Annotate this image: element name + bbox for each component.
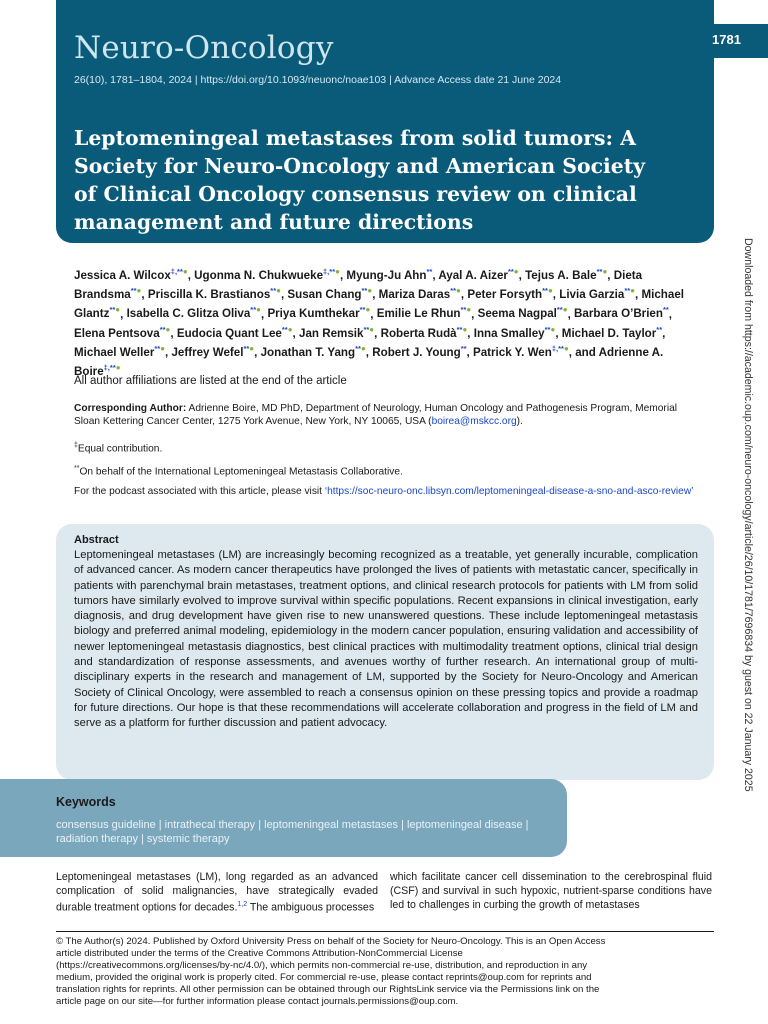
author-affiliation-mark[interactable]: ** xyxy=(250,305,257,315)
collaborative-note: **On behalf of the International Leptomeningeal Metastasis Collaborative. xyxy=(74,465,403,478)
author-separator: , xyxy=(370,307,377,321)
author xyxy=(148,288,281,301)
author-affiliation-mark[interactable]: ** xyxy=(130,286,137,296)
orcid-icon[interactable]: ● xyxy=(182,267,188,276)
author-name: Mariza Daras xyxy=(378,288,451,302)
orcid-icon[interactable]: ● xyxy=(562,305,568,315)
podcast-text: For the podcast associated with this article, please visit xyxy=(74,486,325,497)
author xyxy=(379,288,461,301)
orcid-icon[interactable]: ● xyxy=(360,344,366,354)
author-separator: , xyxy=(374,326,381,340)
author-affiliation-mark[interactable]: ‡,** xyxy=(551,344,564,354)
author-separator: , xyxy=(635,288,642,302)
author-name: Isabella C. Glitza Oliva xyxy=(126,307,251,321)
orcid-icon[interactable]: ● xyxy=(563,344,569,354)
author-separator: , xyxy=(170,326,177,340)
author-affiliation-mark[interactable]: ** xyxy=(109,305,116,315)
author-name: Ugonma N. Chukwueke xyxy=(194,268,324,282)
author-name: Priscilla K. Brastianos xyxy=(147,288,271,302)
corresponding-email-link[interactable]: boirea@mskcc.org xyxy=(431,416,517,428)
equal-contribution-note: ‡Equal contribution. xyxy=(74,442,163,455)
author-name: Emilie Le Rhun xyxy=(376,307,461,321)
author-affiliation-mark[interactable]: ** xyxy=(542,286,548,296)
author-separator: , xyxy=(662,326,666,340)
author xyxy=(74,324,171,340)
author xyxy=(574,307,669,320)
author-separator: , xyxy=(552,288,560,302)
author-name: Jonathan T. Yang xyxy=(260,345,356,359)
author-separator: , xyxy=(518,268,526,282)
orcid-icon[interactable]: ● xyxy=(335,267,340,276)
orcid-icon[interactable]: ● xyxy=(367,286,373,296)
abstract-heading: Abstract xyxy=(74,534,119,546)
author-name: Michael D. Taylor xyxy=(561,326,657,340)
keywords-heading: Keywords xyxy=(56,795,116,809)
author xyxy=(559,288,635,301)
corresponding-close: ). xyxy=(516,416,523,428)
author-separator: , xyxy=(165,345,172,359)
author-name: Jessica A. Wilcox xyxy=(74,268,171,282)
citation-line: 26(10), 1781–1804, 2024 | https://doi.org/10.1093/neuonc/noae103 | Advance Access date 21 June 2024 xyxy=(74,74,562,86)
author-affiliation-mark[interactable]: ** xyxy=(544,324,551,334)
author-separator: , xyxy=(120,307,127,321)
corresponding-author xyxy=(74,402,694,429)
orcid-icon[interactable]: ● xyxy=(630,286,636,296)
author xyxy=(287,288,372,301)
podcast-note xyxy=(74,485,694,498)
author-name: Michael Glantz xyxy=(74,288,684,321)
author xyxy=(267,307,370,320)
author-separator: , xyxy=(607,268,614,282)
author-affiliation-mark[interactable]: ** xyxy=(159,324,166,334)
author-name: Peter Forsyth xyxy=(467,288,543,302)
author-separator: , xyxy=(141,288,148,302)
author-separator: , and xyxy=(568,345,599,359)
author-separator: , xyxy=(280,288,288,302)
author-separator: , xyxy=(260,307,268,321)
author-separator: , xyxy=(187,268,195,282)
author xyxy=(561,324,663,340)
author xyxy=(380,324,468,340)
author-separator: , xyxy=(365,345,373,359)
author xyxy=(438,269,518,282)
author-separator: , xyxy=(567,307,575,321)
author xyxy=(74,346,165,359)
author-name: Eudocia Quant Lee xyxy=(176,326,282,340)
orcid-icon[interactable]: ● xyxy=(115,305,121,315)
author-affiliation-mark[interactable]: ** xyxy=(662,305,669,315)
body-column-right: which facilitate cancer cell dissemination to the cerebrospinal fluid (CSF) and survival in such hypoxic, nutrient-sparse conditions have led to challenges in curbing the growth of metastases xyxy=(390,871,712,912)
author xyxy=(467,288,552,301)
author-affiliation-mark[interactable]: ** xyxy=(361,286,368,296)
page-number: 1781 xyxy=(712,32,741,47)
author xyxy=(127,307,261,320)
author-separator: , xyxy=(471,307,478,321)
author-name: Adrienne A. Boire xyxy=(74,345,664,379)
author xyxy=(478,307,568,320)
affiliations-note: All author affiliations are listed at the end of the article xyxy=(74,375,347,387)
orcid-icon[interactable]: ● xyxy=(547,286,553,296)
author-name: Roberta Rudà xyxy=(380,326,457,340)
orcid-icon[interactable]: ● xyxy=(365,305,371,315)
author-affiliation-mark[interactable]: ** xyxy=(556,305,563,315)
author-affiliation-mark[interactable]: ** xyxy=(624,286,631,296)
orcid-icon[interactable]: ● xyxy=(249,344,255,354)
orcid-icon[interactable]: ● xyxy=(513,267,519,276)
author-affiliation-mark[interactable]: ** xyxy=(460,344,467,354)
author-affiliation-mark[interactable]: ** xyxy=(450,286,457,296)
author-separator: , xyxy=(460,288,468,302)
author-affiliation-mark[interactable]: ** xyxy=(596,267,603,276)
author-name: Barbara O’Brien xyxy=(574,307,663,321)
download-watermark: Downloaded from https://academic.oup.com/neuro-oncology/article/26/10/1781/7696834 by guest on 22 January 2025 xyxy=(742,238,754,792)
footer-divider xyxy=(56,931,714,932)
author xyxy=(377,307,471,320)
author-affiliation-mark[interactable]: ** xyxy=(456,324,463,334)
body-column-left: Leptomeningeal metastases (LM), long regarded as an advanced complication of solid malignancies, have strategically evaded durable treatment options for decades.$^{1,2}$ The ambiguous processes xyxy=(56,871,378,914)
author xyxy=(74,269,188,282)
orcid-icon[interactable]: ● xyxy=(287,324,293,334)
author-name: Susan Chang xyxy=(287,288,362,302)
author-affiliation-mark[interactable]: ** xyxy=(656,324,663,334)
author xyxy=(299,324,375,340)
author-name: Jeffrey Wefel xyxy=(171,345,244,359)
author xyxy=(473,346,569,359)
author xyxy=(372,346,466,359)
author-separator: , xyxy=(372,288,379,302)
author-separator: , xyxy=(467,326,474,340)
author xyxy=(473,324,556,340)
author-name: Elena Pentsova xyxy=(74,326,160,340)
author-separator: , xyxy=(292,326,299,340)
author-name: Jan Remsik xyxy=(299,326,364,340)
orcid-icon[interactable]: ● xyxy=(256,305,261,315)
author xyxy=(525,269,607,282)
corresponding-label: Corresponding Author: xyxy=(74,403,187,414)
author-affiliation-mark[interactable]: ‡,** xyxy=(323,267,336,276)
orcid-icon[interactable]: ● xyxy=(466,305,472,315)
orcid-icon[interactable]: ● xyxy=(165,324,171,334)
orcid-icon[interactable]: ● xyxy=(369,324,375,334)
author-name: Tejus A. Bale xyxy=(525,268,597,282)
author xyxy=(171,346,254,359)
author-affiliation-mark[interactable]: ** xyxy=(460,305,467,315)
orcid-icon[interactable]: ● xyxy=(602,267,608,276)
orcid-icon[interactable]: ● xyxy=(276,286,281,296)
author-affiliation-mark[interactable]: ** xyxy=(154,344,161,354)
reference-link[interactable]: 1,2 xyxy=(237,901,248,909)
keywords-list: consensus guideline | intrathecal therapy | leptomeningeal metastases | leptomeningeal disease | radiation therapy | systemic therapy xyxy=(56,819,529,845)
author-name: Ayal A. Aizer xyxy=(438,268,508,282)
orcid-icon[interactable]: ● xyxy=(115,363,121,373)
author-affiliation-mark[interactable]: ** xyxy=(426,267,433,276)
orcid-icon[interactable]: ● xyxy=(456,286,461,296)
author-name: Myung-Ju Ahn xyxy=(346,268,427,282)
author-affiliation-mark[interactable]: ‡,** xyxy=(170,267,183,276)
author-separator: , xyxy=(339,268,347,282)
author-separator: , xyxy=(432,268,439,282)
article-title: Leptomeningeal metastases from solid tumors: A Society for Neuro-Oncology and American Society of Clinical Oncology consensus review on clinical management and future directions xyxy=(74,126,645,234)
author-affiliation-mark[interactable]: ‡,** xyxy=(103,363,116,373)
license-statement: © The Author(s) 2024. Published by Oxford University Press on behalf of the Society for Neuro-Oncology. This is an Open Access article distributed under the terms of the Creative Commons Attribution-NonCommercial License (https://creativecommons.org/licenses/by-nc/4.0/), which permits non-commercial re-use, distribution, and reproduction in any medium, provided the original work is properly cited. For commercial re-use, please contact reprints@oup.com for reprints and translation rights for reprints. All other permission can be obtained through our RightsLink service via the Permissions link on the article page on our site—for further information please contact journals.permissions@oup.com. xyxy=(56,936,606,1007)
author-affiliation-mark[interactable]: ** xyxy=(363,324,370,334)
author xyxy=(261,346,366,359)
author xyxy=(346,269,432,282)
author-list xyxy=(74,264,700,380)
author-name: Patrick Y. Wen xyxy=(473,345,552,359)
orcid-icon[interactable]: ● xyxy=(160,344,166,354)
author-affiliation-mark[interactable]: ** xyxy=(355,344,361,354)
author-separator: , xyxy=(555,326,562,340)
orcid-icon[interactable]: ● xyxy=(462,324,468,334)
author-affiliation-mark[interactable]: ** xyxy=(507,267,514,276)
orcid-icon[interactable]: ● xyxy=(550,324,556,334)
author-name: Inna Smalley xyxy=(473,326,545,340)
author-separator: , xyxy=(254,345,261,359)
author xyxy=(176,324,293,340)
author-name: Priya Kumthekar xyxy=(267,307,360,321)
author-separator: , xyxy=(466,345,473,359)
author-affiliation-mark[interactable]: ** xyxy=(359,305,366,315)
author-separator: , xyxy=(668,307,673,321)
author-affiliation-mark[interactable]: ** xyxy=(243,344,250,354)
corresponding-text: Adrienne Boire, MD PhD, Department of Neurology, Human Oncology and Pathogenesis Program, Memorial Sloan Kettering Cancer Center, 1275 York Avenue, New York, NY 10065, USA ( xyxy=(74,403,678,428)
abstract-body: Leptomeningeal metastases (LM) are increasingly becoming recognized as a treatable, yet generally incurable, complication of advanced cancer. As modern cancer therapeutics have prolonged the lives of patients with metastatic cancer, specifically in patients with parenchymal brain metastases, treatment options, and clinical research protocols for patients with LM from solid tumors have similarly evolved to improve survival within specific populations. Recent expansions in clinical investigation, early diagnosis, and drug development have given rise to new unanswered questions. These include leptomeningeal metastasis biology and preferred animal modeling, epidemiology in the modern cancer population, ensuring validation and accessibility of newer leptomeningeal metastasis diagnostics, best clinical practices with multimodality treatment options, clinical trial design and standardization of response assessments, and avenues worthy of further research. An international group of multi-disciplinary experts in the research and management of LM, supported by the Society for Neuro-Oncology and American Society of Clinical Oncology, were assembled to reach a consensus opinion on these pressing topics and provide a roadmap for future directions. Our hope is that these recommendations will accelerate collaboration and progress in the field of LM and serve as a platform for further discussion and patient advocacy. xyxy=(74,549,698,730)
author-name: Livia Garzia xyxy=(559,288,625,302)
orcid-icon[interactable]: ● xyxy=(136,286,142,296)
podcast-link[interactable]: ‘https://soc-neuro-onc.libsyn.com/leptomeningeal-disease-a-sno-and-asco-review’ xyxy=(324,486,694,497)
author-name: Robert J. Young xyxy=(372,345,461,359)
author-name: Michael Weller xyxy=(74,345,155,359)
author xyxy=(194,269,340,282)
journal-name: Neuro-Oncology xyxy=(74,30,334,66)
author-name: Dieta Brandsma xyxy=(74,268,643,302)
author-name: Seema Nagpal xyxy=(477,307,557,321)
author-affiliation-mark[interactable]: ** xyxy=(281,324,288,334)
author-affiliation-mark[interactable]: ** xyxy=(270,286,277,296)
